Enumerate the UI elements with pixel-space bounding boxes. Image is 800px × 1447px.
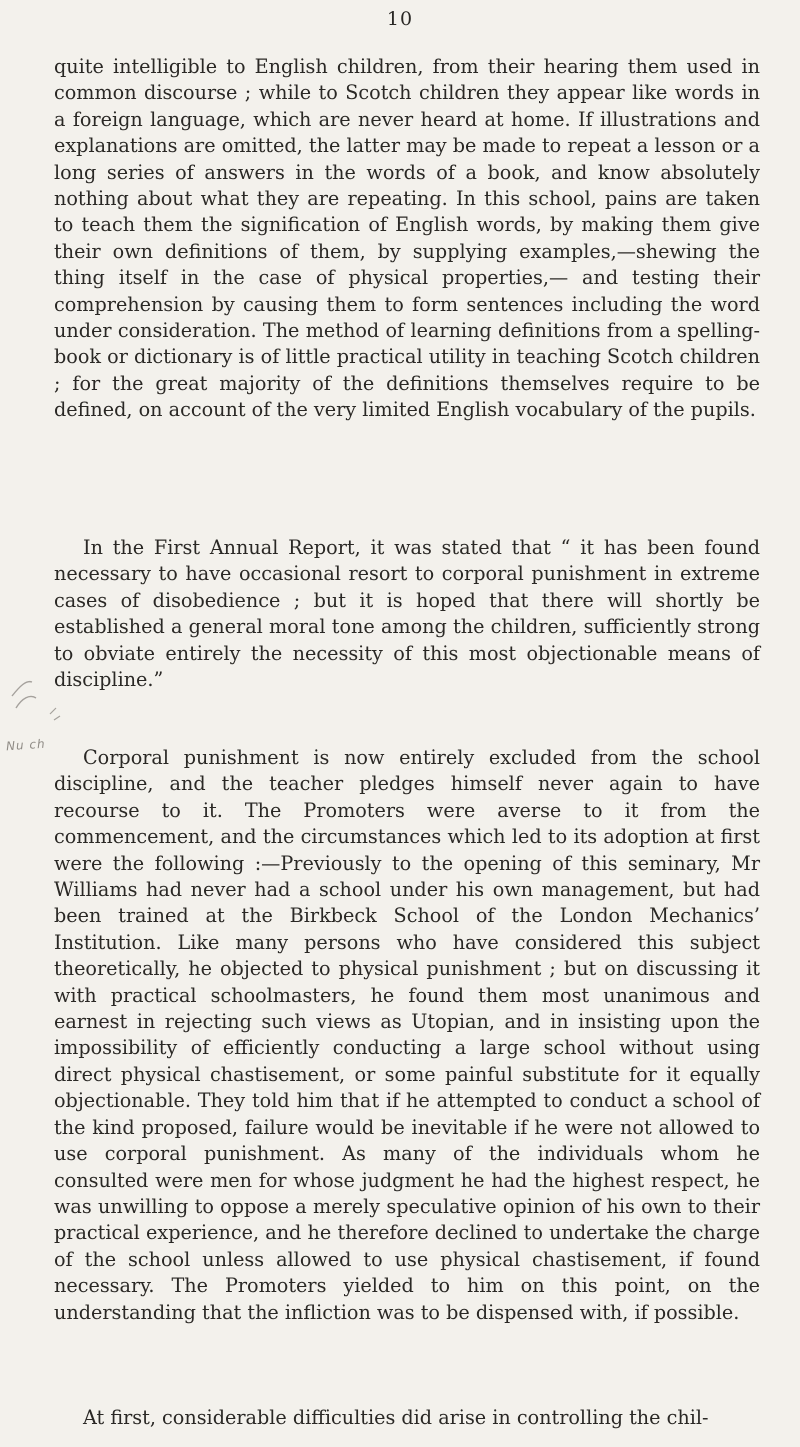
paragraph-2 [54, 535, 760, 693]
paragraph-text: quite intelligible to English children, from their hearing them used in common discourse ; while to Scotch children they appear like words in a foreign language, which are never heard at home. If illustrations and explanations are omitted, the latter may be made to repeat a lesson or a long series of answers in the words of a book, and know absolutely nothing about what they are repeating. In this school, pains are taken to teach them the signification of English words, by making them give their own definitions of them, by supplying examples,—shewing the thing itself in the case of physical properties,— and testing their comprehension by causing them to form sentences including the word under consideration. The method of learning definitions from a spelling-book or dictionary is of little practical utility in teaching Scotch children ; for the great majority of the definitions themselves require to be defined, on account of the very limited English vocabulary of the pupils. [54, 55, 760, 422]
paragraph-text: Corporal punishment is now entirely excluded from the school discipline, and the teacher pledges himself never again to have recourse to it. The Promoters were averse to it from the commencement, and the circumstances which led to its adoption at first were the following :—Previously to the opening of this seminary, Mr Williams had never had a school under his own management, but had been trained at the Birkbeck School of the London Mechanics’ Institution. Like many persons who have considered this subject theoretically, he objected to physical punishment ; but on discussing it with practical schoolmasters, he found them most unanimous and earnest in rejecting such views as Utopian, and in insisting upon the impossibility of efficiently conducting a large school without using direct physical chastisement, or some painful substitute for it equally objectionable. They told him that if he attempted to conduct a school of the kind proposed, failure would be inevitable if he were not allowed to use corporal punishment. As many of the individuals whom he consulted were men for whose judgment he had the highest respect, he was unwilling to oppose a merely speculative opinion of his own to their practical experience, and he therefore declined to undertake the charge of the school unless allowed to use physical chastisement, if found necessary. The Promoters yielded to him on this point, on the understanding that the infliction was to be dispensed with, if possible. [54, 746, 760, 1324]
paragraph-4 [54, 1405, 760, 1431]
paragraph-text: In the First Annual Report, it was stated that “ it has been found necessary to have occasional resort to corporal punishment in extreme cases of disobedience ; but it is hoped that there will shortly be established a general moral tone among the children, sufficiently strong to obviate entirely the necessity of this most objectionable means of discipline.” [54, 536, 760, 692]
paragraph-3 [54, 745, 760, 1326]
handwritten-note: Nu ch [5, 736, 47, 754]
paragraph-text: At first, considerable difficulties did arise in controlling the chil- [83, 1406, 709, 1429]
paragraph-1 [54, 54, 760, 424]
page-number: 10 [386, 8, 414, 30]
